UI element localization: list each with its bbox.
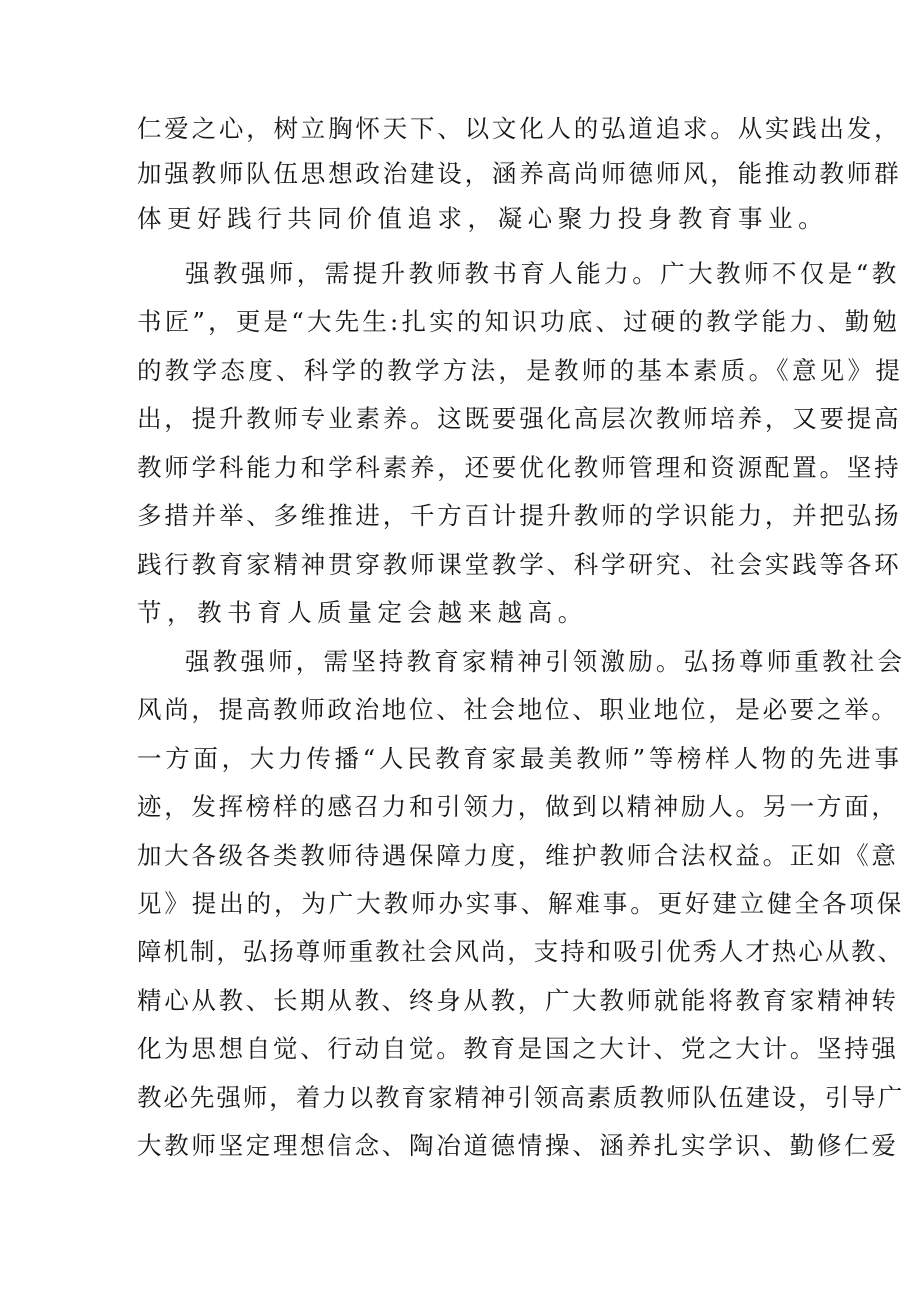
- text-line-9: 多措并举、多维推进，千方百计提升教师的学识能力，并把弘扬: [137, 501, 902, 530]
- text-line-7: 出，提升教师专业素养。这既要强化高层次教师培养，又要提高: [137, 404, 902, 433]
- text-line-20: 化为思想自觉、行动自觉。教育是国之大计、党之大计。坚持强: [137, 1034, 899, 1063]
- text-line-18: 障机制，弘扬尊师重教社会风尚，支持和吸引优秀人才热心从教、: [137, 937, 905, 966]
- text-line-15: 迹，发挥榜样的感召力和引领力，做到以精神励人。另一方面，: [137, 792, 899, 821]
- text-line-3: 体更好践行共同价值追求，凝心聚力投身教育事业。: [137, 204, 829, 233]
- text-line-19: 精心从教、长期从教、终身从教，广大教师就能将教育家精神转: [137, 986, 899, 1015]
- text-line-22: 大教师坚定理想信念、陶冶道德情操、涵养扎实学识、勤修仁爱: [137, 1131, 899, 1160]
- text-line-8: 教师学科能力和学科素养，还要优化教师管理和资源配置。坚持: [137, 453, 902, 482]
- text-line-4: 强教强师，需提升教师教书育人能力。广大教师不仅是“教: [185, 259, 900, 288]
- text-line-16: 加大各级各类教师待遇保障力度，维护教师合法权益。正如《意: [137, 841, 899, 870]
- text-line-17: 见》提出的，为广大教师办实事、解难事。更好建立健全各项保: [137, 889, 905, 918]
- text-line-5: 书匠”，更是“大先生:扎实的知识功底、过硬的教学能力、勤勉: [137, 307, 901, 336]
- text-line-6: 的教学态度、科学的教学方法，是教师的基本素质。《意见》提: [137, 356, 904, 385]
- text-line-1: 仁爱之心，树立胸怀天下、以文化人的弘道追求。从实践出发，: [137, 114, 902, 143]
- text-line-12: 强教强师，需坚持教育家精神引领激励。弘扬尊师重教社会: [185, 647, 906, 676]
- text-line-11: 节，教书育人质量定会越来越高。: [137, 598, 588, 627]
- text-line-10: 践行教育家精神贯穿教师课堂教学、科学研究、社会实践等各环: [137, 550, 902, 579]
- text-line-2: 加强教师队伍思想政治建设，涵养高尚师德师风，能推动教师群: [137, 159, 902, 188]
- text-line-21: 教必先强师，着力以教育家精神引领高素质教师队伍建设，引导广: [137, 1083, 905, 1112]
- text-line-14: 一方面，大力传播“人民教育家最美教师”等榜样人物的先进事: [137, 744, 903, 773]
- text-line-13: 风尚，提高教师政治地位、社会地位、职业地位，是必要之举。: [137, 695, 899, 724]
